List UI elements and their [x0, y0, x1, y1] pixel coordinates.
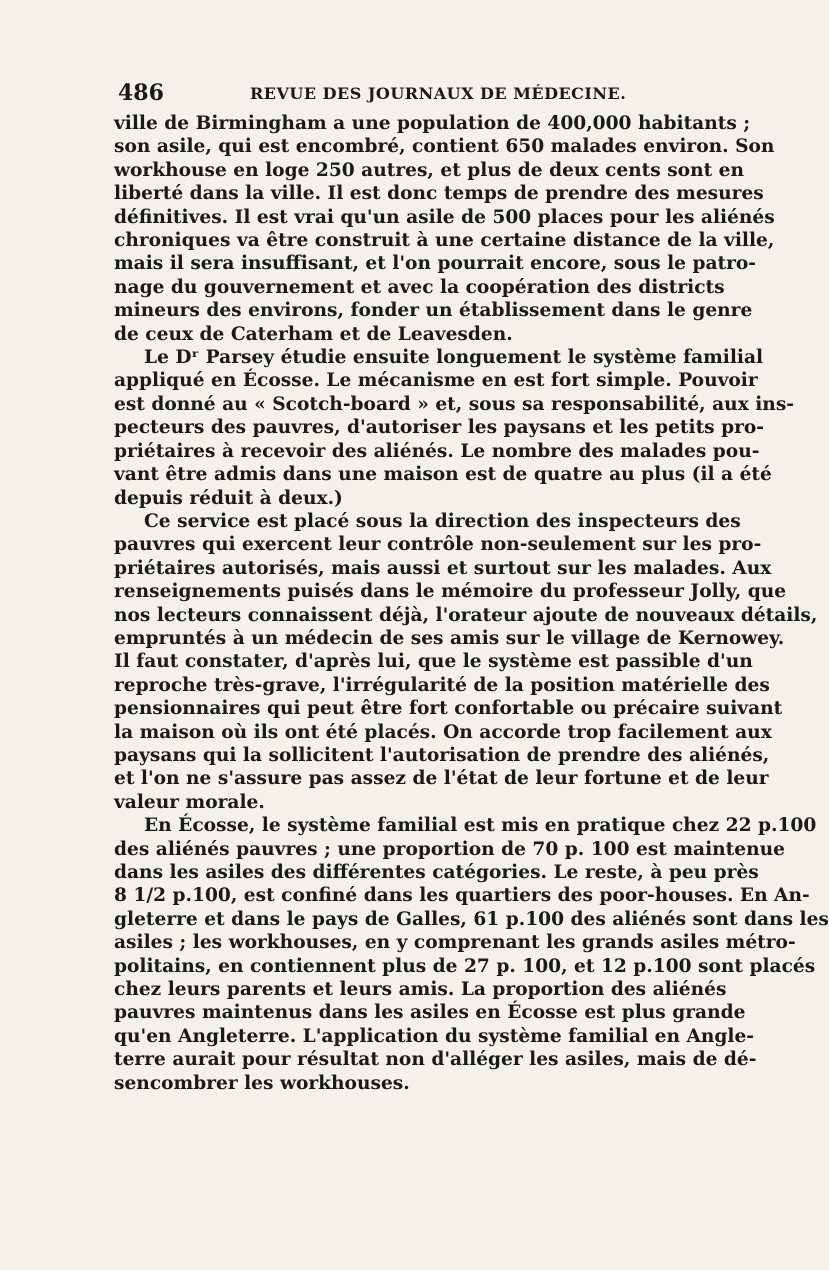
- text-line: depuis réduit à deux.): [114, 487, 343, 509]
- text-line: valeur morale.: [114, 791, 265, 813]
- text-line: renseignements puisés dans le mémoire du professeur Jolly, que: [114, 581, 787, 603]
- text-line: En Écosse, le système familial est mis en pratique chez 22 p.100: [144, 815, 817, 837]
- text-line: pecteurs des pauvres, d'autoriser les paysans et les petits pro-: [114, 417, 765, 439]
- text-line: nage du gouvernement et avec la coopération des districts: [114, 276, 725, 298]
- text-line: 8 1/2 p.100, est confiné dans les quartiers des poor-houses. En An-: [114, 885, 810, 907]
- text-line: qu'en Angleterre. L'application du système familial en Angle-: [114, 1025, 755, 1047]
- running-title: REVUE DES JOURNAUX DE MÉDECINE.: [250, 84, 627, 103]
- text-line: priétaires à recevoir des aliénés. Le nombre des malades pou-: [114, 440, 760, 462]
- paragraph: [114, 814, 829, 1095]
- text-line: vant être admis dans une maison est de quatre au plus (il a été: [114, 464, 772, 486]
- text-line: asiles ; les workhouses, en y comprenant les grands asiles métro-: [114, 932, 796, 954]
- text-line: Ce service est placé sous la direction des inspecteurs des: [144, 510, 741, 532]
- paragraph: [114, 510, 818, 814]
- text-line: reproche très-grave, l'irrégularité de la position matérielle des: [114, 674, 770, 696]
- text-line: politains, en contiennent plus de 27 p. 100, et 12 p.100 sont placés: [114, 955, 816, 977]
- text-line: empruntés à un médecin de ses amis sur le village de Kernowey.: [114, 627, 785, 649]
- text-line: et l'on ne s'assure pas assez de l'état de leur fortune et de leur: [114, 768, 769, 790]
- text-line: mineurs des environs, fonder un établissement dans le genre: [114, 300, 753, 322]
- page-number: 486: [118, 80, 164, 106]
- text-line: pauvres maintenus dans les asiles en Écosse est plus grande: [114, 1002, 746, 1024]
- text-line: définitives. Il est vrai qu'un asile de 500 places pour les aliénés: [114, 206, 775, 228]
- text-line: pauvres qui exercent leur contrôle non-seulement sur les pro-: [114, 534, 762, 556]
- paragraph: [114, 112, 775, 346]
- body-text: [114, 112, 829, 1095]
- text-line: dans les asiles des différentes catégories. Le reste, à peu près: [114, 862, 759, 883]
- text-line: nos lecteurs connaissent déjà, l'orateur ajoute de nouveaux détails,: [114, 604, 818, 626]
- text-line: est donné au « Scotch-board » et, sous sa responsabilité, aux ins-: [114, 393, 795, 415]
- text-line: chez leurs parents et leurs amis. La proportion des aliénés: [114, 979, 727, 1001]
- page-header: [118, 78, 688, 110]
- paragraph: [114, 346, 795, 510]
- text-line: gleterre et dans le pays de Galles, 61 p.100 des aliénés sont dans les: [114, 908, 829, 930]
- text-line: Le Dʳ Parsey étudie ensuite longuement le système familial: [144, 347, 764, 369]
- text-line: paysans qui la sollicitent l'autorisation de prendre des aliénés,: [114, 744, 770, 766]
- text-line: mais il sera insuffisant, et l'on pourrait encore, sous le patro-: [114, 253, 757, 275]
- text-line: la maison où ils ont été placés. On accorde trop facilement aux: [114, 721, 772, 743]
- text-line: Il faut constater, d'après lui, que le système est passible d'un: [114, 651, 753, 673]
- text-line: liberté dans la ville. Il est donc temps de prendre des mesures: [114, 183, 764, 205]
- text-line: des aliénés pauvres ; une proportion de 70 p. 100 est maintenue: [114, 838, 785, 860]
- text-line: priétaires autorisés, mais aussi et surtout sur les malades. Aux: [114, 557, 772, 579]
- text-line: pensionnaires qui peut être fort confortable ou précaire suivant: [114, 698, 783, 720]
- text-line: ville de Birmingham a une population de 400,000 habitants ;: [114, 113, 751, 134]
- text-line: workhouse en loge 250 autres, et plus de deux cents sont en: [114, 159, 744, 181]
- text-line: sencombrer les workhouses.: [114, 1072, 410, 1094]
- text-line: de ceux de Caterham et de Leavesden.: [114, 323, 513, 345]
- text-line: chroniques va être construit à une certaine distance de la ville,: [114, 230, 775, 252]
- text-line: terre aurait pour résultat non d'alléger les asiles, mais de dé-: [114, 1049, 757, 1071]
- text-line: son asile, qui est encombré, contient 650 malades environ. Son: [114, 136, 775, 158]
- text-line: appliqué en Écosse. Le mécanisme en est fort simple. Pouvoir: [114, 370, 758, 392]
